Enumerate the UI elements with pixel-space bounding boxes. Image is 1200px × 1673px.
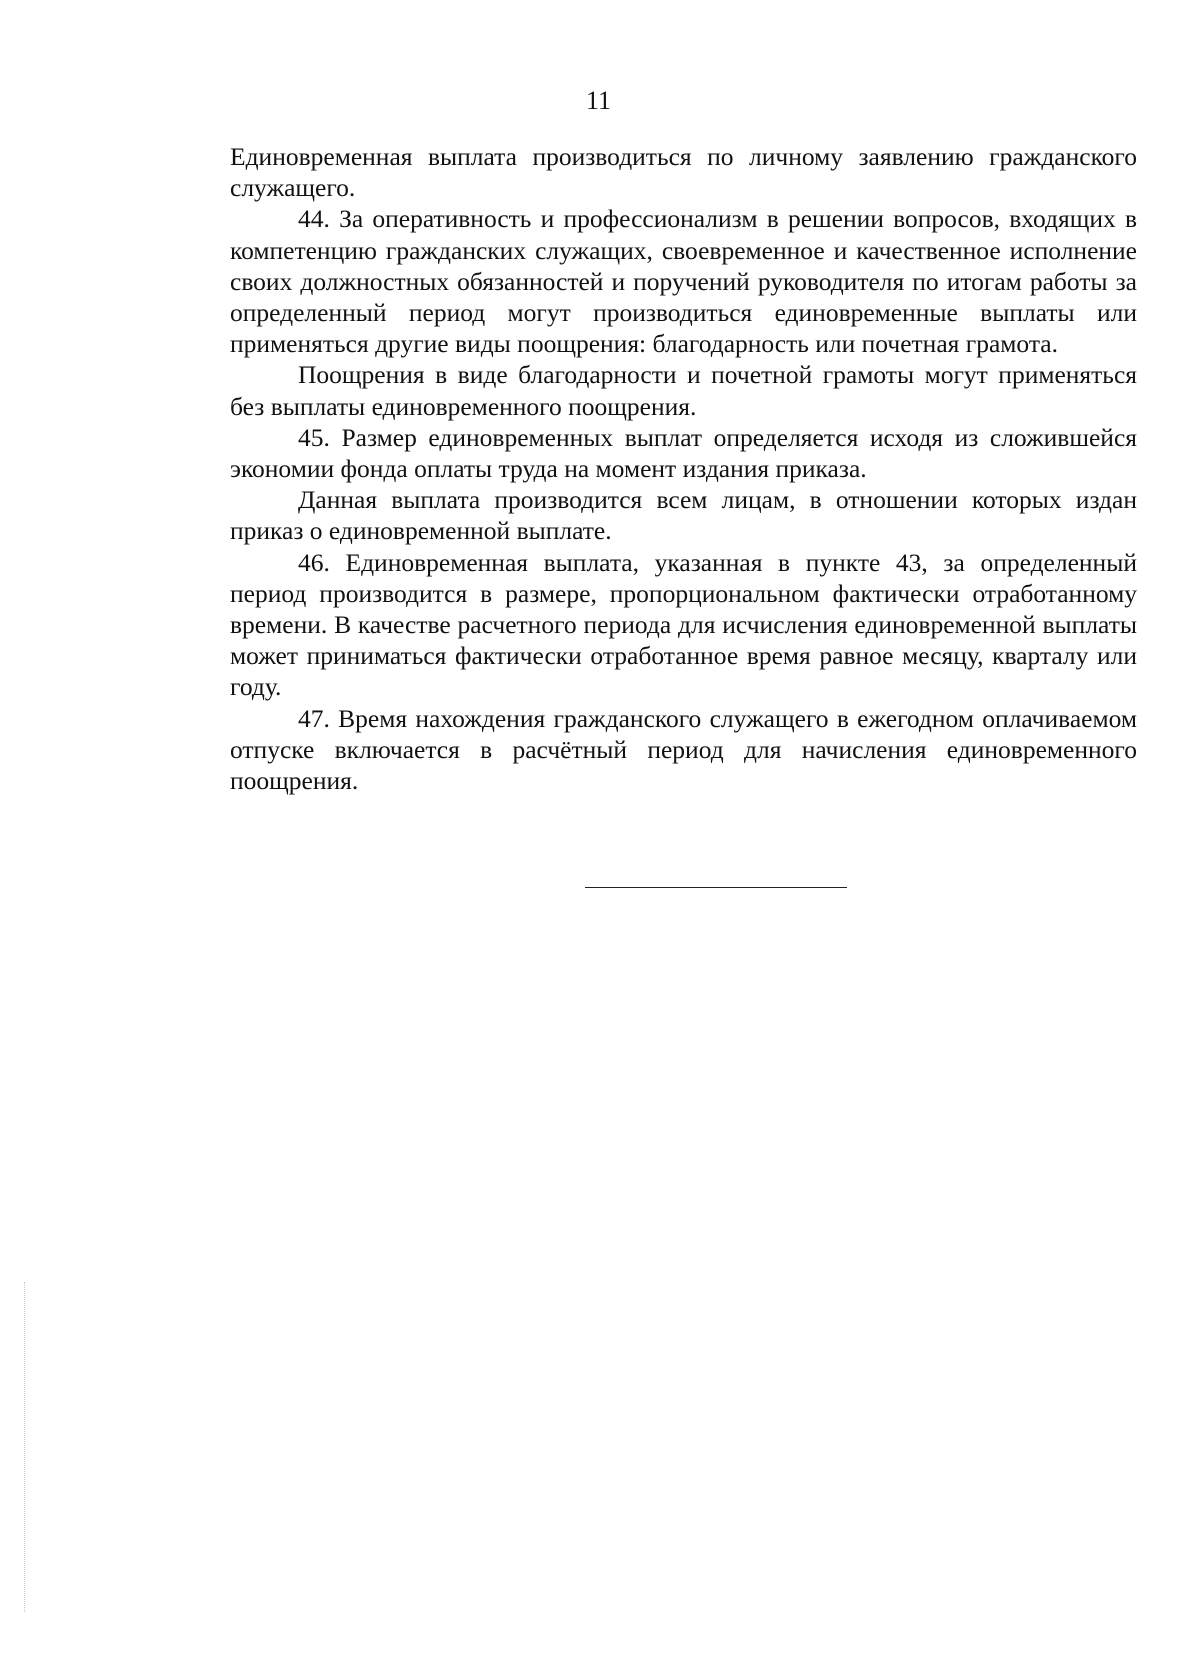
- scan-margin-artifact: [24, 1282, 25, 1612]
- paragraph-44: 44. За оперативность и профессионализм в решении вопросов, входящих в компетенцию гражданских служащих, своевременное и качественное исполнение своих должностных обязанностей и поручений руководителя по итогам работы за определенный период могут производиться единовременные выплаты или применяться другие виды поощрения: благодарность или почетная грамота.: [230, 204, 1137, 359]
- paragraph-lump-sum-application: Единовременная выплата производиться по личному заявлению гражданского служащего.: [230, 142, 1137, 203]
- paragraph-44-rewards: Поощрения в виде благодарности и почетной грамоты могут применяться без выплаты единовременного поощрения.: [230, 360, 1137, 421]
- paragraph-47: 47. Время нахождения гражданского служащего в ежегодном оплачиваемом отпуске включается в расчётный период для начисления единовременного поощрения.: [230, 703, 1137, 796]
- paragraph-45-recipients: Данная выплата производится всем лицам, в отношении которых издан приказ о единовременной выплате.: [230, 485, 1137, 546]
- page-number-text: 11: [585, 86, 612, 115]
- document-body: [230, 141, 1137, 796]
- paragraph-46: 46. Единовременная выплата, указанная в пункте 43, за определенный период производится в размере, пропорциональном фактически отработанному времени. В качестве расчетного периода для исчисления единовременной выплаты может приниматься фактически отработанное время равное месяцу, кварталу или году.: [230, 547, 1137, 702]
- end-of-text-rule: [585, 887, 847, 888]
- page-number: [0, 86, 1200, 116]
- paragraph-45: 45. Размер единовременных выплат определяется исходя из сложившейся экономии фонда оплаты труда на момент издания приказа.: [230, 422, 1137, 484]
